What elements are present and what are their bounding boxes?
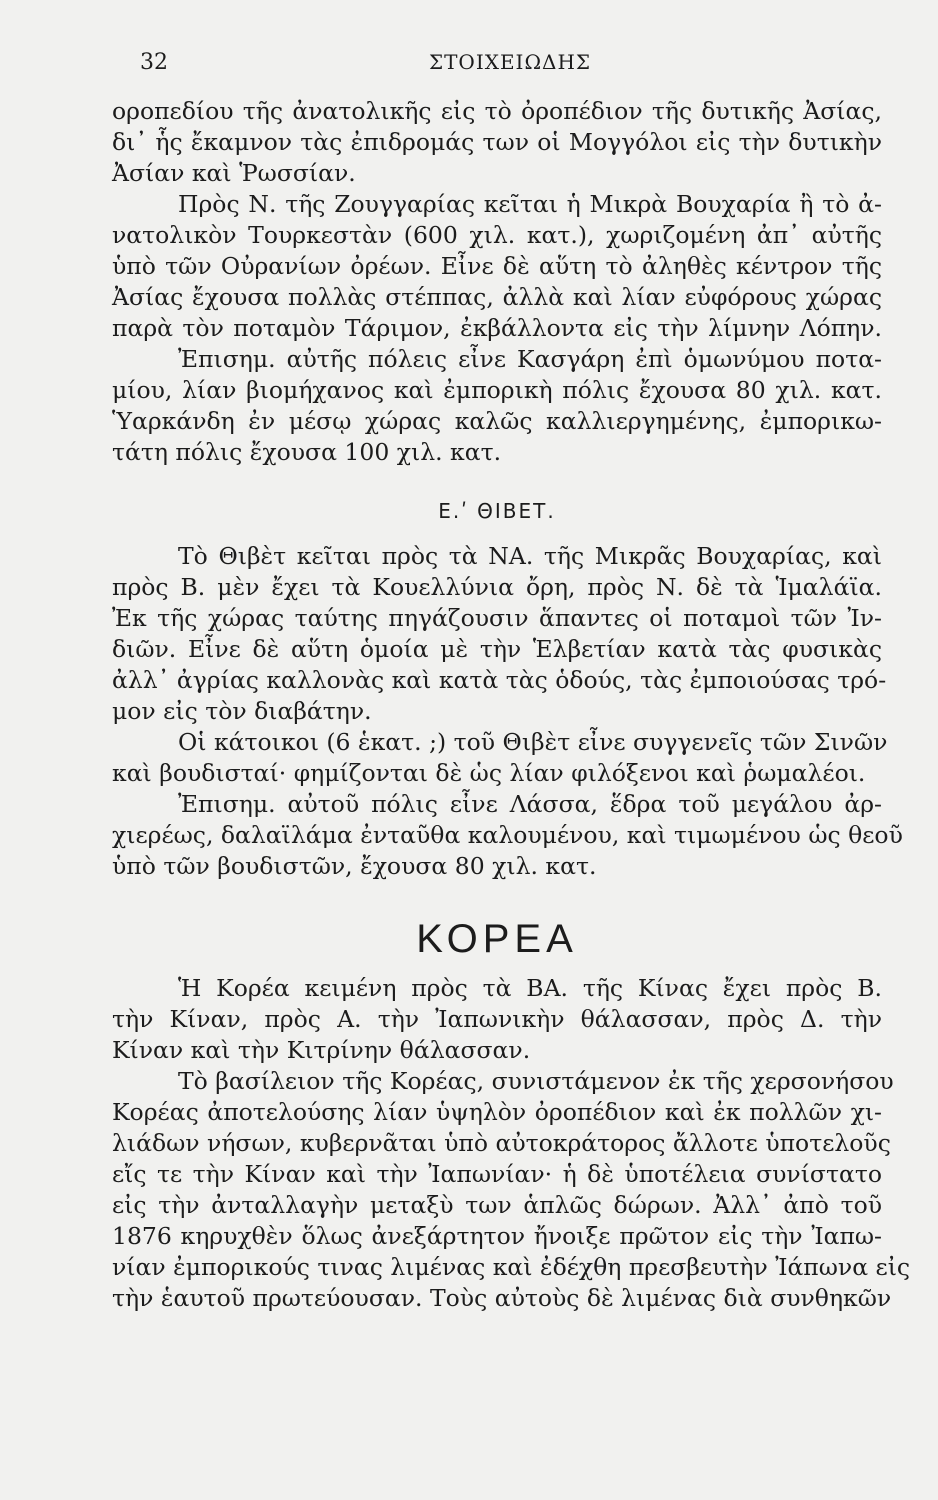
text-line: νίαν ἐμπορικούς τινας λιμένας καὶ ἐδέχθη πρεσβευτὴν Ἰάπωνα εἰς <box>112 1253 911 1281</box>
paragraph-korea-2 <box>112 1066 911 1314</box>
chapter-heading-korea: ΚΟΡΕΑ <box>416 917 578 961</box>
text-line: τὴν Κίναν, πρὸς Α. τὴν Ἰαπωνικὴν θάλασσαν, πρὸς Δ. τὴν <box>112 1005 882 1033</box>
text-line: Ἐπισημ. αὐτοῦ πόλις εἶνε Λάσσα, ἕδρα τοῦ μεγάλου ἀρ- <box>178 790 882 818</box>
text-line: Οἱ κάτοικοι (6 ἑκατ. ;) τοῦ Θιβὲτ εἶνε συγγενεῖς τῶν Σινῶν <box>178 728 888 756</box>
text-line: νατολικὸν Τουρκεστὰν (600 χιλ. κατ.), χωριζομένη ἀπ᾽ αὐτῆς <box>112 221 882 249</box>
text-line: Τὸ βασίλειον τῆς Κορέας, συνιστάμενον ἐκ τῆς χερσονήσου <box>178 1067 894 1095</box>
text-line: Ὑαρκάνδη ἐν μέσῳ χώρας καλῶς καλλιεργημένης, ἐμπορικω- <box>112 407 882 435</box>
paragraph-bucharia <box>112 189 882 344</box>
text-line: τάτη πόλις ἔχουσα 100 χιλ. κατ. <box>112 438 502 466</box>
text-line: ὑπὸ τῶν βουδιστῶν, ἔχουσα 80 χιλ. κατ. <box>112 852 597 880</box>
text-line: Ἀσίας ἔχουσα πολλὰς στέππας, ἀλλὰ καὶ λίαν εὐφόρους χώρας <box>112 283 882 311</box>
text-line: λιάδων νήσων, κυβερνᾶται ὑπὸ αὐτοκράτορος ἄλλοτε ὑποτελοῦς <box>112 1129 891 1157</box>
text-line: τὴν ἑαυτοῦ πρωτεύουσαν. Τοὺς αὐτοὺς δὲ λιμένας διὰ συνθηκῶν <box>112 1284 892 1312</box>
text-line: Ἐκ τῆς χώρας ταύτης πηγάζουσιν ἅπαντες οἱ ποταμοὶ τῶν Ἰν- <box>112 604 882 632</box>
text-line: Ἀσίαν καὶ Ῥωσσίαν. <box>112 159 356 187</box>
page-number: 32 <box>140 50 168 75</box>
paragraph-bucharia-notes <box>112 344 882 468</box>
text-line: μον εἰς τὸν διαβάτην. <box>112 697 372 725</box>
text-line: πρὸς Β. μὲν ἔχει τὰ Κουελλύνια ὄρη, πρὸς Ν. δὲ τὰ Ἱμαλάϊα. <box>112 573 882 601</box>
text-line: Πρὸς Ν. τῆς Ζουγγαρίας κεῖται ἡ Μικρὰ Βουχαρία ἢ τὸ ἀ- <box>178 190 882 218</box>
paragraph-tibet-1 <box>112 541 887 727</box>
text-line: οροπεδίου τῆς ἀνατολικῆς εἰς τὸ ὀροπέδιον τῆς δυτικῆς Ἀσίας, <box>112 97 882 125</box>
text-line: Ἡ Κορέα κειμένη πρὸς τὰ ΒΑ. τῆς Κίνας ἔχει πρὸς Β. <box>178 974 882 1002</box>
text-line: Ἐπισημ. αὐτῆς πόλεις εἶνε Κασγάρη ἐπὶ ὁμωνύμου ποτα- <box>178 345 882 373</box>
text-line: Κορέας ἀποτελούσης λίαν ὑψηλὸν ὀροπέδιον καὶ ἐκ πολλῶν χι- <box>112 1098 882 1126</box>
paragraph-korea-1 <box>112 973 882 1066</box>
running-title: ΣΤΟΙΧΕΙΩΔΗΣ <box>428 50 592 74</box>
text-line: διῶν. Εἶνε δὲ αὕτη ὁμοία μὲ τὴν Ἑλβετίαν κατὰ τὰς φυσικὰς <box>112 635 882 663</box>
text-line: 1876 κηρυχθὲν ὅλως ἀνεξάρτητον ἤνοιξε πρῶτον εἰς τὴν Ἰαπω- <box>112 1222 882 1250</box>
paragraph-tibet-3 <box>112 789 903 882</box>
body-text <box>112 96 911 1314</box>
text-line: εἴς τε τὴν Κίναν καὶ τὴν Ἰαπωνίαν· ἡ δὲ ὑποτέλεια συνίστατο <box>112 1160 882 1188</box>
text-line: παρὰ τὸν ποταμὸν Τάριμον, ἐκβάλλοντα εἰς τὴν λίμνην Λόπην. <box>112 314 882 342</box>
text-line: Κίναν καὶ τὴν Κιτρίνην θάλασσαν. <box>112 1036 531 1064</box>
text-line: μίου, λίαν βιομήχανος καὶ ἐμπορικὴ πόλις ἔχουσα 80 χιλ. κατ. <box>112 376 882 404</box>
paragraph-tibet-2 <box>112 727 888 789</box>
text-line: Τὸ Θιβὲτ κεῖται πρὸς τὰ ΝΑ. τῆς Μικρᾶς Βουχαρίας, καὶ <box>178 542 882 570</box>
paragraph-intro <box>112 96 882 189</box>
text-line: καὶ βουδισταί· φημίζονται δὲ ὡς λίαν φιλόξενοι καὶ ῥωμαλέοι. <box>112 759 866 787</box>
text-line: χιερέως, δαλαϊλάμα ἐνταῦθα καλουμένου, καὶ τιμωμένου ὡς θεοῦ <box>112 821 903 849</box>
running-head <box>140 50 880 78</box>
text-line: εἰς τὴν ἀνταλλαγὴν μεταξὺ των ἁπλῶς δώρων. Ἀλλ᾽ ἀπὸ τοῦ <box>112 1191 882 1219</box>
text-line: δι᾽ ἧς ἔκαμνον τὰς ἐπιδρομάς των οἱ Μογγόλοι εἰς τὴν δυτικὴν <box>112 128 882 156</box>
section-heading-tibet: Ε.ʹ ΘΙΒΕΤ. <box>438 499 556 523</box>
text-line: ἀλλ᾽ ἀγρίας καλλονὰς καὶ κατὰ τὰς ὁδούς, τὰς ἐμποιούσας τρό- <box>112 666 887 694</box>
text-line: ὑπὸ τῶν Οὐρανίων ὀρέων. Εἶνε δὲ αὕτη τὸ ἀληθὲς κέντρον τῆς <box>112 252 882 280</box>
